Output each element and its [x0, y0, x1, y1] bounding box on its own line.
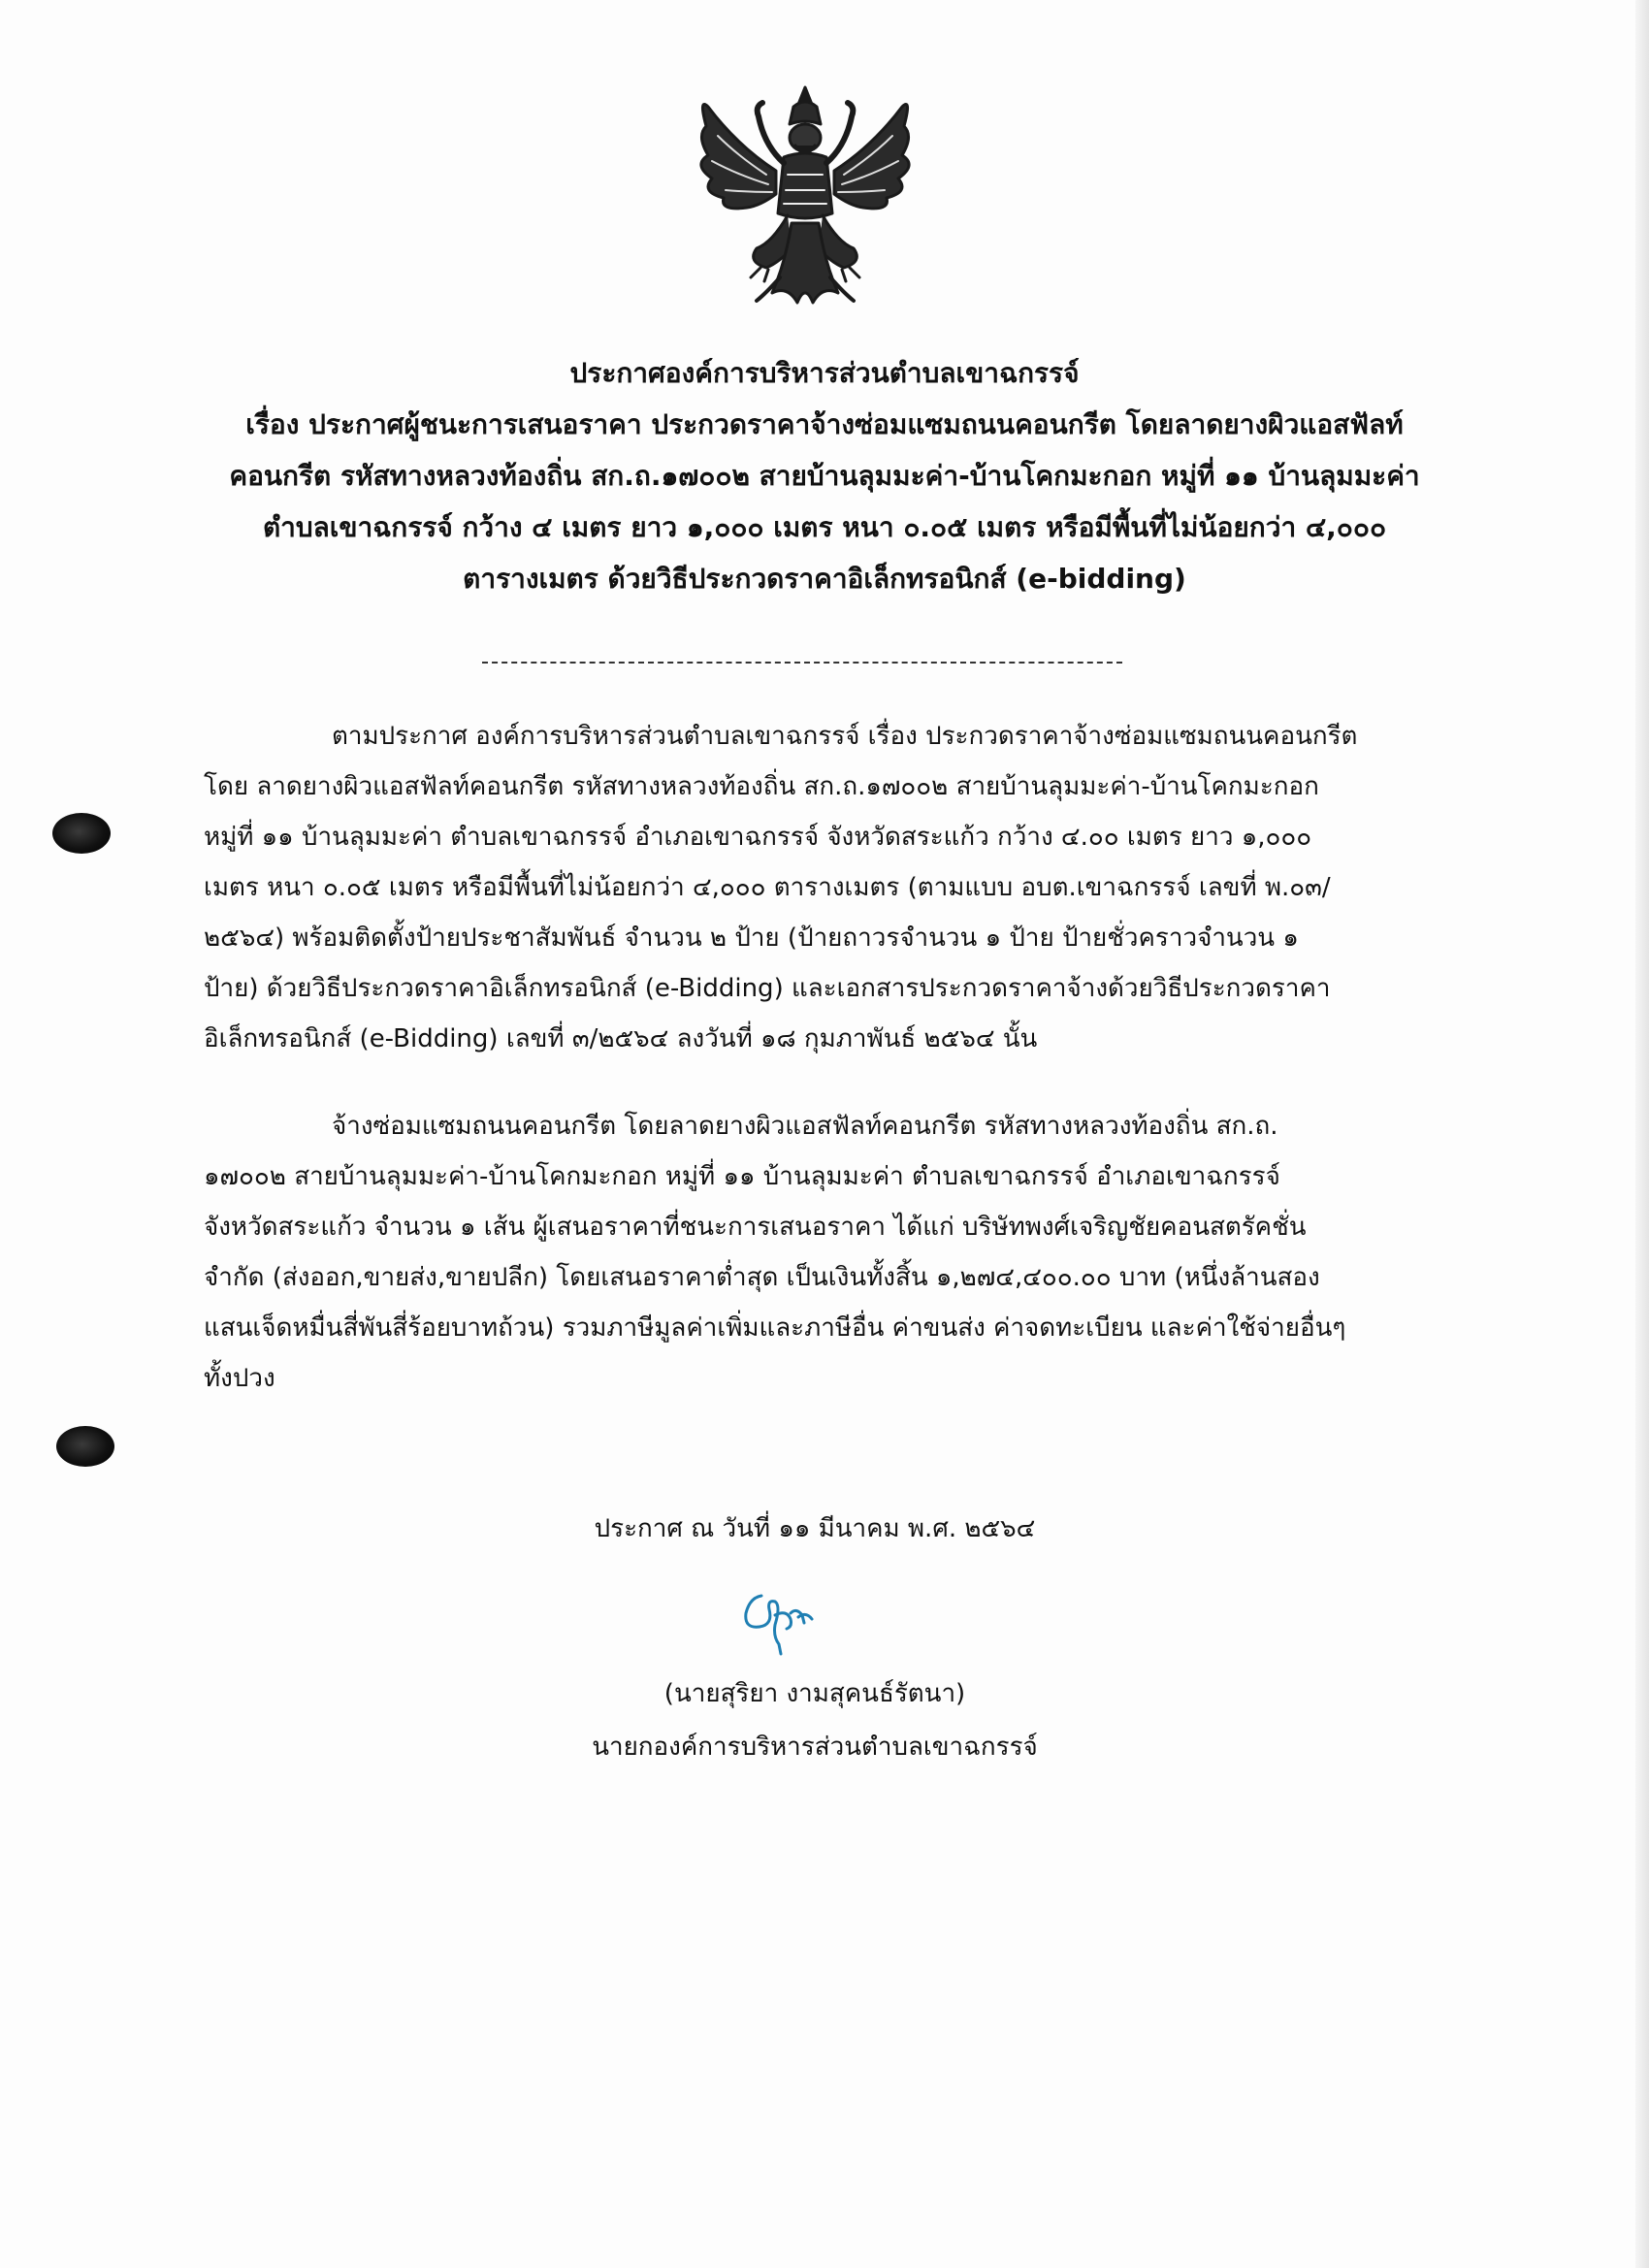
punch-hole	[56, 1426, 114, 1467]
paragraph-line: ตามประกาศ องค์การบริหารส่วนตำบลเขาฉกรรจ์ เรื่อง ประกวดราคาจ้างซ่อมแซมถนนคอนกรีต	[332, 722, 1358, 751]
signatory-name: (นายสุริยา งามสุคนธ์รัตนา)	[663, 1679, 966, 1708]
paragraph-line: โดย ลาดยางผิวแอสฟัลท์คอนกรีต รหัสทางหลวงท้องถิ่น สก.ถ.๑๗๐๐๒ สายบ้านลุมมะค่า-บ้านโคกมะกอก	[204, 772, 1319, 801]
paragraph-announcement-reference	[204, 711, 1416, 1064]
paragraph-line: จังหวัดสระแก้ว จำนวน ๑ เส้น ผู้เสนอราคาที่ชนะการเสนอราคา ได้แก่ บริษัทพงศ์เจริญชัยคอนสตรัคชั่น	[204, 1213, 1307, 1242]
paragraph-line: ป้าย) ด้วยวิธีประกวดราคาอิเล็กทรอนิกส์ (e-Bidding) และเอกสารประกวดราคาจ้างด้วยวิธีประกวดราคา	[204, 974, 1331, 1003]
handwritten-signature	[732, 1576, 829, 1664]
paragraph-line: ๒๕๖๔) พร้อมติดตั้งป้ายประชาสัมพันธ์ จำนวน ๒ ป้าย (ป้ายถาวรจำนวน ๑ ป้าย ป้ายชั่วคราวจำนวน ๑	[204, 923, 1299, 953]
signatory-title: นายกองค์การบริหารส่วนตำบลเขาฉกรรจ์	[592, 1733, 1038, 1762]
paragraph-line: ทั้งปวง	[204, 1364, 275, 1393]
header-line: เรื่อง ประกาศผู้ชนะการเสนอราคา ประกวดราคาจ้างซ่อมแซมถนนคอนกรีต โดยลาดยางผิวแอสฟัลท์	[245, 408, 1404, 440]
header-line: คอนกรีต รหัสทางหลวงท้องถิ่น สก.ถ.๑๗๐๐๒ สายบ้านลุมมะค่า-บ้านโคกมะกอก หมู่ที่ ๑๑ บ้านลุมมะค่า	[229, 460, 1420, 492]
paragraph-line: ๑๗๐๐๒ สายบ้านลุมมะค่า-บ้านโคกมะกอก หมู่ที่ ๑๑ บ้านลุมมะค่า ตำบลเขาฉกรรจ์ อำเภอเขาฉกรรจ์	[204, 1162, 1280, 1191]
paragraph-line: เมตร หนา ๐.๐๕ เมตร หรือมีพื้นที่ไม่น้อยกว่า ๔,๐๐๐ ตารางเมตร (ตามแบบ อบต.เขาฉกรรจ์ เลขที่ พ.๐๓/	[204, 873, 1331, 902]
header-line: ตารางเมตร ด้วยวิธีประกวดราคาอิเล็กทรอนิกส์ (e-bidding)	[463, 563, 1186, 595]
header-line: ประกาศองค์การบริหารส่วนตำบลเขาฉกรรจ์	[569, 357, 1080, 389]
paragraph-line: จ้างซ่อมแซมถนนคอนกรีต โดยลาดยางผิวแอสฟัลท์คอนกรีต รหัสทางหลวงท้องถิ่น สก.ถ.	[332, 1112, 1278, 1141]
garuda-emblem-icon	[679, 78, 931, 330]
punch-hole	[52, 813, 111, 854]
paragraph-line: อิเล็กทรอนิกส์ (e-Bidding) เลขที่ ๓/๒๕๖๔ ลงวันที่ ๑๘ กุมภาพันธ์ ๒๕๖๔ นั้น	[204, 1024, 1038, 1053]
dashed-divider	[482, 662, 1122, 664]
paragraph-line: หมู่ที่ ๑๑ บ้านลุมมะค่า ตำบลเขาฉกรรจ์ อำเภอเขาฉกรรจ์ จังหวัดสระแก้ว กว้าง ๔.๐๐ เมตร ยาว ๑,๐๐๐	[204, 823, 1312, 852]
paragraph-line: จำกัด (ส่งออก,ขายส่ง,ขายปลีก) โดยเสนอราคาต่ำสุด เป็นเงินทั้งสิ้น ๑,๒๗๔,๔๐๐.๐๐ บาท (หนึ่งล้านสอง	[204, 1263, 1320, 1292]
page-edge-shadow	[1635, 0, 1649, 2268]
paragraph-winner-details	[204, 1101, 1416, 1404]
announcement-header	[146, 347, 1504, 604]
announcement-date: ประกาศ ณ วันที่ ๑๑ มีนาคม พ.ศ. ๒๕๖๔	[594, 1514, 1036, 1543]
paragraph-line: แสนเจ็ดหมื่นสี่พันสี่ร้อยบาทถ้วน) รวมภาษีมูลค่าเพิ่มและภาษีอื่น ค่าขนส่ง ค่าจดทะเบียน และค่าใช้จ่ายอื่นๆ	[204, 1313, 1346, 1343]
header-line: ตำบลเขาฉกรรจ์ กว้าง ๔ เมตร ยาว ๑,๐๐๐ เมตร หนา ๐.๐๕ เมตร หรือมีพื้นที่ไม่น้อยกว่า ๔,๐๐๐	[262, 511, 1387, 543]
